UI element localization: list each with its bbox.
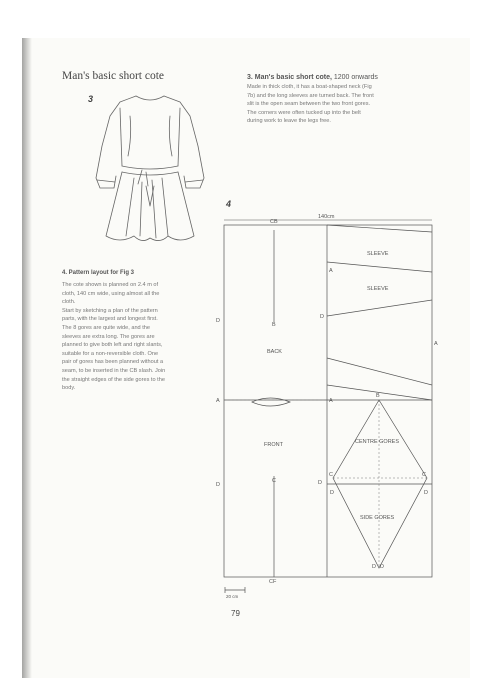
text-line: seam, to be inserted in the CB slash. Join: [62, 367, 166, 374]
label-front: FRONT: [264, 442, 283, 448]
label-B: B: [376, 393, 380, 399]
label-D: D: [318, 480, 322, 486]
label-cf: CF: [269, 579, 277, 585]
label-D: D: [216, 318, 220, 324]
text-line: parts, with the largest and longest first.: [62, 316, 158, 323]
text-line: The corners were often tucked up into the belt: [247, 109, 361, 116]
label-side-gores: SIDE GORES: [360, 515, 395, 521]
neck-opening: [252, 398, 290, 406]
label-C: C: [422, 472, 426, 478]
label-centre-gores: CENTRE GORES: [355, 439, 400, 445]
text-line: the straight edges of the side gores to the: [62, 376, 165, 383]
label-D: D: [372, 564, 376, 570]
figure-3-number: 3: [88, 94, 94, 104]
gore-edge: [327, 358, 432, 385]
text-line: body.: [62, 385, 76, 392]
section-title: Man's basic short cote: [62, 70, 165, 82]
text-line: The cote shown is planned on 2.4 m of: [62, 282, 159, 288]
label-C: C: [272, 478, 276, 484]
text-line: cloth, 140 cm wide, using almost all the: [62, 290, 160, 297]
text-line: Start by sketching a plan of the pattern: [62, 307, 158, 314]
label-scale: 20 cm: [226, 594, 239, 599]
sleeve-edge: [327, 300, 432, 316]
text-line: sleeves are extra long. The gores are: [62, 333, 155, 340]
text-line: during work to leave the legs free.: [247, 118, 331, 125]
label-B: B: [272, 322, 276, 328]
sleeve-edge: [327, 225, 432, 232]
label-A: A: [434, 341, 438, 347]
label-A: A: [329, 268, 333, 274]
page-number: 79: [231, 609, 240, 618]
text-line: planned to give both left and right slants,: [62, 342, 163, 349]
text-line: Made in thick cloth, it has a boat-shaped neck (Fig: [247, 84, 372, 90]
label-cb: CB: [270, 219, 278, 225]
label-D: D: [320, 314, 324, 320]
cote-heading-bold: 3. Man's basic short cote,: [247, 74, 332, 81]
label-width: 140cm: [318, 214, 335, 220]
label-sleeve-2: SLEEVE: [367, 286, 389, 292]
label-back: BACK: [267, 349, 282, 355]
label-D: D: [330, 490, 334, 496]
figure-4-number: 4: [226, 199, 232, 209]
label-D: D: [380, 564, 384, 570]
label-A: A: [329, 398, 333, 404]
cote-heading-date: 1200 onwards: [331, 74, 378, 81]
text-line: slit is the open seam between the two front gores.: [247, 101, 371, 108]
label-A: A: [216, 398, 220, 404]
text-line: 7b) and the long sleeves are turned back. The front: [247, 92, 374, 99]
text-line: pair of gores has been planned without a: [62, 359, 164, 366]
text-line: The 8 gores are quite wide, and the: [62, 324, 151, 331]
sleeve-edge: [327, 262, 432, 272]
text-line: suitable for a non-reversible cloth. One: [62, 350, 159, 357]
label-D: D: [216, 482, 220, 488]
label-C: C: [329, 472, 333, 478]
pattern-layout-heading: 4. Pattern layout for Fig 3: [62, 270, 135, 276]
label-sleeve-1: SLEEVE: [367, 251, 389, 257]
text-line: cloth.: [62, 299, 76, 306]
label-D: D: [424, 490, 428, 496]
